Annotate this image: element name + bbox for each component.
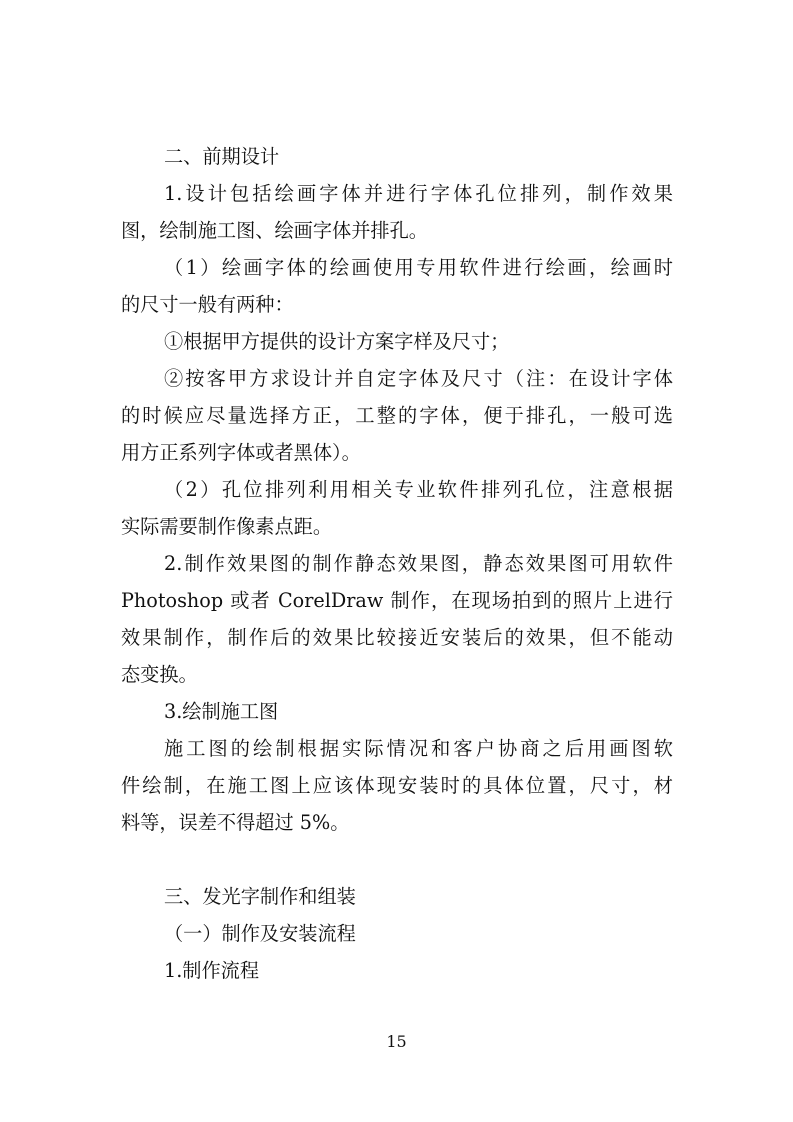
subsection-heading: 3.绘制施工图 xyxy=(164,700,279,723)
paragraph-line: 件绘制，在施工图上应该体现安装时的具体位置，尺寸，材 xyxy=(121,774,673,797)
page-number: 15 xyxy=(386,1032,407,1051)
paragraph-line: 效果制作，制作后的效果比较接近安装后的效果，但不能动 xyxy=(121,626,673,649)
paragraph-line: 的时候应尽量选择方正，工整的字体，便于排孔，一般可选 xyxy=(121,404,673,427)
paragraph-line: 实际需要制作像素点距。 xyxy=(121,515,333,538)
paragraph-line: 2.制作效果图的制作静态效果图，静态效果图可用软件 xyxy=(164,552,673,575)
paragraph-line: 图，绘制施工图、绘画字体并排孔。 xyxy=(121,219,428,242)
document-body xyxy=(121,138,673,989)
paragraph-line: Photoshop 或者 CorelDraw 制作，在现场拍到的照片上进行 xyxy=(121,589,673,612)
paragraph-line: 1.设计包括绘画字体并进行字体孔位排列，制作效果 xyxy=(164,182,673,205)
list-item: ②按客甲方求设计并自定字体及尺寸（注：在设计字体 xyxy=(164,367,673,390)
blank-line xyxy=(121,841,673,878)
subsection-heading: 1.制作流程 xyxy=(164,959,260,982)
paragraph-line: 用方正系列字体或者黑体）。 xyxy=(121,441,361,464)
section-heading: 三、发光字制作和组装 xyxy=(164,885,356,908)
paragraph-line: （1）绘画字体的绘画使用专用软件进行绘画，绘画时 xyxy=(164,256,673,279)
paragraph-line: 的尺寸一般有两种： xyxy=(121,293,294,316)
subsection-heading: （一）制作及安装流程 xyxy=(164,922,356,945)
paragraph-line: 态变换。 xyxy=(121,663,198,686)
section-heading: 二、前期设计 xyxy=(164,145,280,168)
list-item: ①根据甲方提供的设计方案字样及尺寸； xyxy=(164,330,510,353)
paragraph-line: 料等，误差不得超过 5%。 xyxy=(121,811,350,834)
paragraph-line: 施工图的绘制根据实际情况和客户协商之后用画图软 xyxy=(164,737,673,760)
paragraph-line: （2）孔位排列利用相关专业软件排列孔位，注意根据 xyxy=(164,478,673,501)
